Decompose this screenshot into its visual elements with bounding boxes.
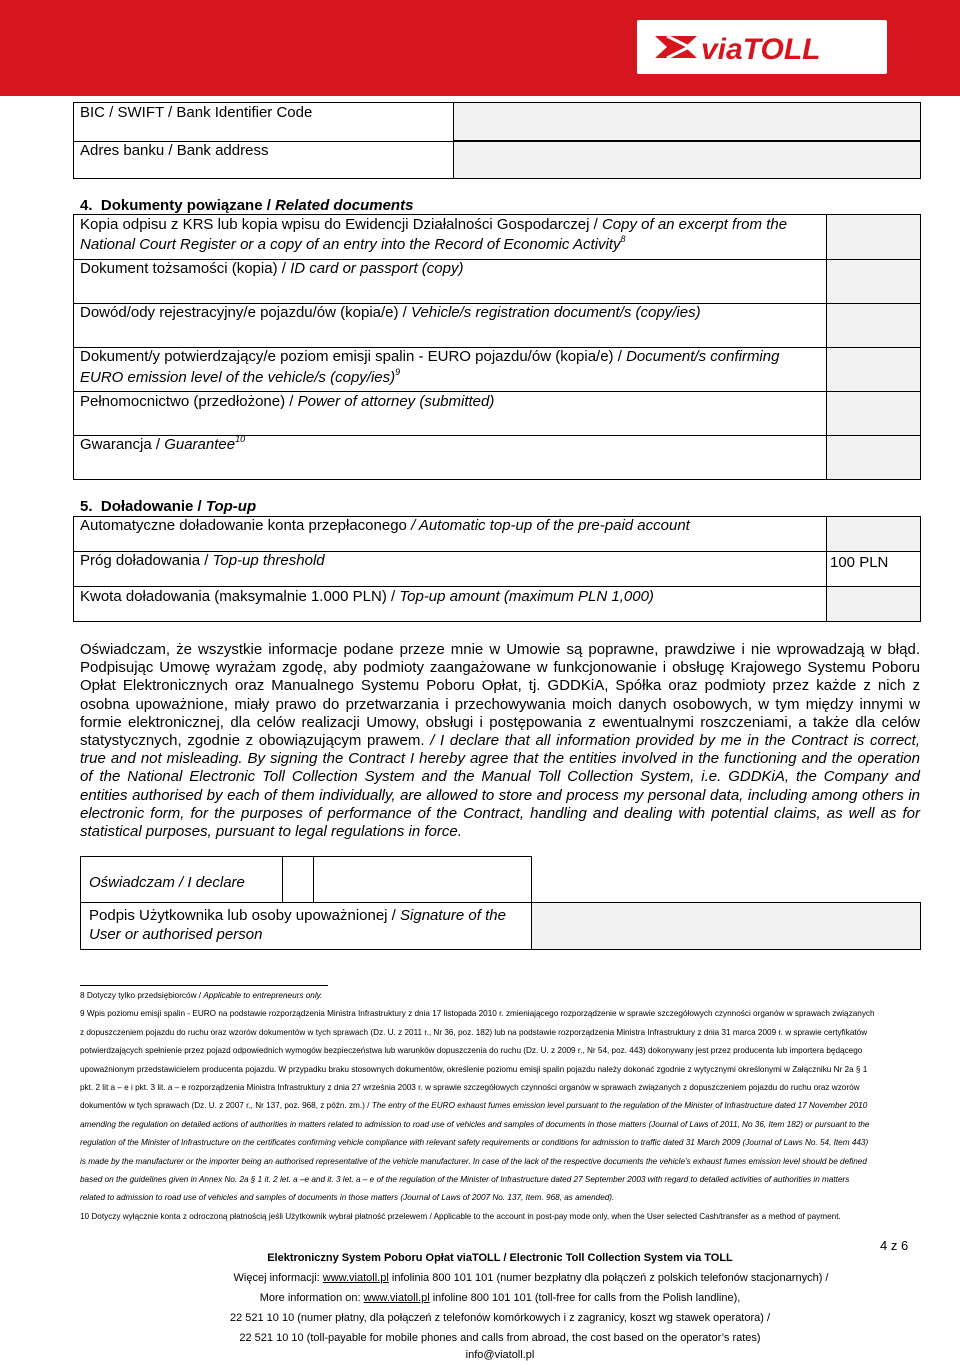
footer-email[interactable]: info@viatoll.pl (465, 1349, 535, 1361)
threshold-label: Próg doładowania / Top-up threshold (80, 552, 325, 569)
auto-topup-label: Automatyczne doładowanie konta przepłaconego / Automatic top-up of the pre-paid account (80, 517, 690, 534)
footer-title: Elektroniczny System Poboru Opłat viaTOLL / Electronic Toll Collection System via TOLL (267, 1252, 733, 1264)
euro-label-line1: Dokument/y potwierdzający/e poziom emisji spalin - EURO pojazdu/ów (kopia/e) / Document/s confirming (80, 348, 780, 365)
id-label: Dokument tożsamości (kopia) / ID card or passport (copy) (80, 260, 464, 277)
threshold-field[interactable] (826, 551, 921, 587)
footer-link-1[interactable]: www.viatoll.pl (322, 1272, 389, 1284)
checkbox-euro[interactable] (826, 347, 921, 392)
checkbox-id[interactable] (826, 259, 921, 304)
registration-label: Dowód/ody rejestracyjny/e pojazdu/ów (kopia/e) / Vehicle/s registration document/s (copy/ies) (80, 304, 701, 321)
footer-line4: 22 521 10 10 (toll-payable for mobile phones and calls from abroad, the cost based on the operator’s rates) (239, 1332, 761, 1344)
declaration-paragraph: Oświadczam, że wszystkie informacje podane przeze mnie w Umowie są poprawne, prawdziwe i nie wprowadzają w błąd. Podpisując Umowę wyrażam zgodę, aby podmioty zaangażowane w funkcjonowanie i obsługę Krajowego Systemu Poboru Opłat Elektronicznych oraz Manualnego Systemu Poboru Opłat, tj. GDDKiA, Spółka oraz podmioty przez każde z nich z osobna upoważnione, miały prawo do przetwarzania i przechowywania moich danych osobowych, w tym między innymi w formie elektronicznej, dla celów realizacji Umowy, obsługi i postępowania z ewentualnymi roszczeniami, a także dla celów statystycznych, zgodnie z obowiązującym prawem. / I declare that all information provided by me in the Contract is correct, true and not misleading. By signing the Contract I hereby agree that the entities involved in the functioning and the operation of the National Electronic Toll Collection System and the Manual Toll Collection System, i.e. GDDKiA, the Company and entities authorised by each of them individually, are allowed to store and process my personal data, including among others in electronic form, for the purposes of performance of the Contract, handling and dealing with potential claims, as well as for statistical purposes, pursuant to legal regulations in force. (80, 641, 920, 841)
checkbox-guarantee[interactable] (826, 435, 921, 480)
section5-title: 5. Doładowanie / Top-up (80, 498, 257, 515)
threshold-value: 100 PLN (830, 554, 889, 571)
footnotes: 8 Dotyczy tylko przedsiębiorców / Applicable to entrepreneurs only. 9 Wpis poziomu emisji spalin - EURO na podstawie rozporządzenia Ministra Infrastruktury z dnia 17 listopada 2010 r. zmieniającego rozporządzenie w sprawie szczegółowych czynności organów w sprawach związanych z dopuszczeniem pojazdu do ruchu oraz wzorów dokumentów w tych sprawach (Dz. U. z 2011 r., Nr 36, poz. 182) lub na podstawie rozporządzenia Ministra Infrastruktury z dnia 31 marca 2009 r. w sprawie certyfikatów potwierdzających spełnienie przez pojazd odpowiednich wymogów bezpieczeństwa lub warunków dopuszczenia do ruchu (Dz. U. z 2009 r., Nr 54, poz. 443) dokonywany jest przez producenta lub importera będącego upoważnionym przedstawicielem producenta pojazdu. W przypadku braku stosownych dokumentów, określenie poziomu emisji spalin pojazdu należy dokonać zgodnie z wytycznymi określonymi w Załączniku Nr 2a § 1 pkt. 2 lit a – e i pkt. 3 lit. a – e rozporządzenia Ministra Infrastruktury z dnia 27 września 2003 r. w sprawie szczegółowych czynności organów w sprawach związanych z dopuszczeniem pojazdu do ruchu oraz wzorów dokumentów w tych sprawach (Dz. U. z 2007 r., Nr 137, poz. 968, z późn. zm.) / The entry of the EURO exhaust fumes emission level pursuant to the regulation of the Minister of Infrastructure dated 17 November 2010 amending the regulation on detailed actions of authorities in matters related to admission to road use of vehicles and samples of documents in those matters (Journal of Laws of 2011, No 36, Item 182) or pursuant to the regulation of the Minister of Infrastructure on the certificates confirming vehicle compliance with relevant safety requirements or conditions for admission to traffic dated 31 March 2009 (Journal of Laws No. 54, Item 443) is made by the manufacturer or the importer being an authorised representative of the vehicle manufacturer. In case of the lack of the respective documents the vehicle’s exhaust fumes emission level should be defined based on the guidelines given in Annex No. 2a § 1 it. 2 let. a –e and it. 3 let. a – e of the regulation of the Minister of Infrastructure dated 27 September 2003 with regard to detailed activities of authorities in matters related to admission to road use of vehicles and samples of documents in those matters (Journal of Laws of 2007 No. 137, Item. 968, as amended). 10 Dotyczy wyłącznie konta z odroczoną płatnością jeśli Użytkownik wybrał płatność przelewem / Applicable to the account in post-pay mode only, when the User selected Cash/transfer as a method of payment. (80, 991, 875, 1221)
guarantee-label: Gwarancja / Guarantee$^{10}$ (80, 434, 246, 453)
viatoll-logo (637, 20, 887, 74)
topup-amount-field[interactable] (826, 586, 921, 622)
declare-checkbox[interactable] (283, 857, 313, 902)
checkbox-registration[interactable] (826, 303, 921, 348)
krs-label-line1: Kopia odpisu z KRS lub kopia wpisu do Ewidencji Działalności Gospodarczej / Copy of an excerpt from the (80, 216, 788, 233)
footer-line1: Więcej informacji: www.viatoll.pl infolinia 800 101 101 (numer bezpłatny dla połączeń z polskich telefonów stacjonarnych) / (233, 1272, 829, 1284)
logo-text: viaTOLL (701, 33, 821, 66)
signature-label-line1: Podpis Użytkownika lub osoby upoważnionej / Signature of the (89, 907, 506, 924)
krs-label-line2: National Court Register or a copy of an entry into the Record of Economic Activity$^8$ (80, 234, 626, 253)
bic-field[interactable] (453, 102, 921, 141)
footer-line3: 22 521 10 10 (numer płatny, dla połączeń z telefonów komórkowych i z zagranicy, koszt wg stawek operatora) / (229, 1312, 771, 1324)
power-of-attorney-label: Pełnomocnictwo (przedłożone) / Power of attorney (submitted) (80, 393, 495, 410)
checkbox-auto-topup[interactable] (826, 516, 921, 552)
checkbox-power-of-attorney[interactable] (826, 391, 921, 436)
signature-label-line2: User or authorised person (89, 926, 263, 943)
footnote-separator (80, 985, 328, 986)
bic-label: BIC / SWIFT / Bank Identifier Code (80, 104, 313, 121)
bank-address-field[interactable] (453, 141, 921, 179)
signature-field[interactable] (531, 902, 921, 950)
section4-title: 4. Dokumenty powiązane / Related documents (80, 197, 414, 214)
page-number: 4 z 6 (880, 1238, 909, 1253)
bank-address-label: Adres banku / Bank address (80, 142, 269, 159)
declare-label: Oświadczam / I declare (89, 874, 245, 891)
checkbox-krs[interactable] (826, 214, 921, 260)
topup-amount-label: Kwota doładowania (maksymalnie 1.000 PLN) / Top-up amount (maximum PLN 1,000) (80, 588, 654, 605)
euro-label-line2: EURO emission level of the vehicle/s (copy/ies)$^9$ (80, 367, 401, 386)
footer-line2: More information on: www.viatoll.pl infoline 800 101 101 (toll-free for calls from the Polish landline), (259, 1292, 741, 1304)
footer-link-2[interactable]: www.viatoll.pl (363, 1292, 430, 1304)
